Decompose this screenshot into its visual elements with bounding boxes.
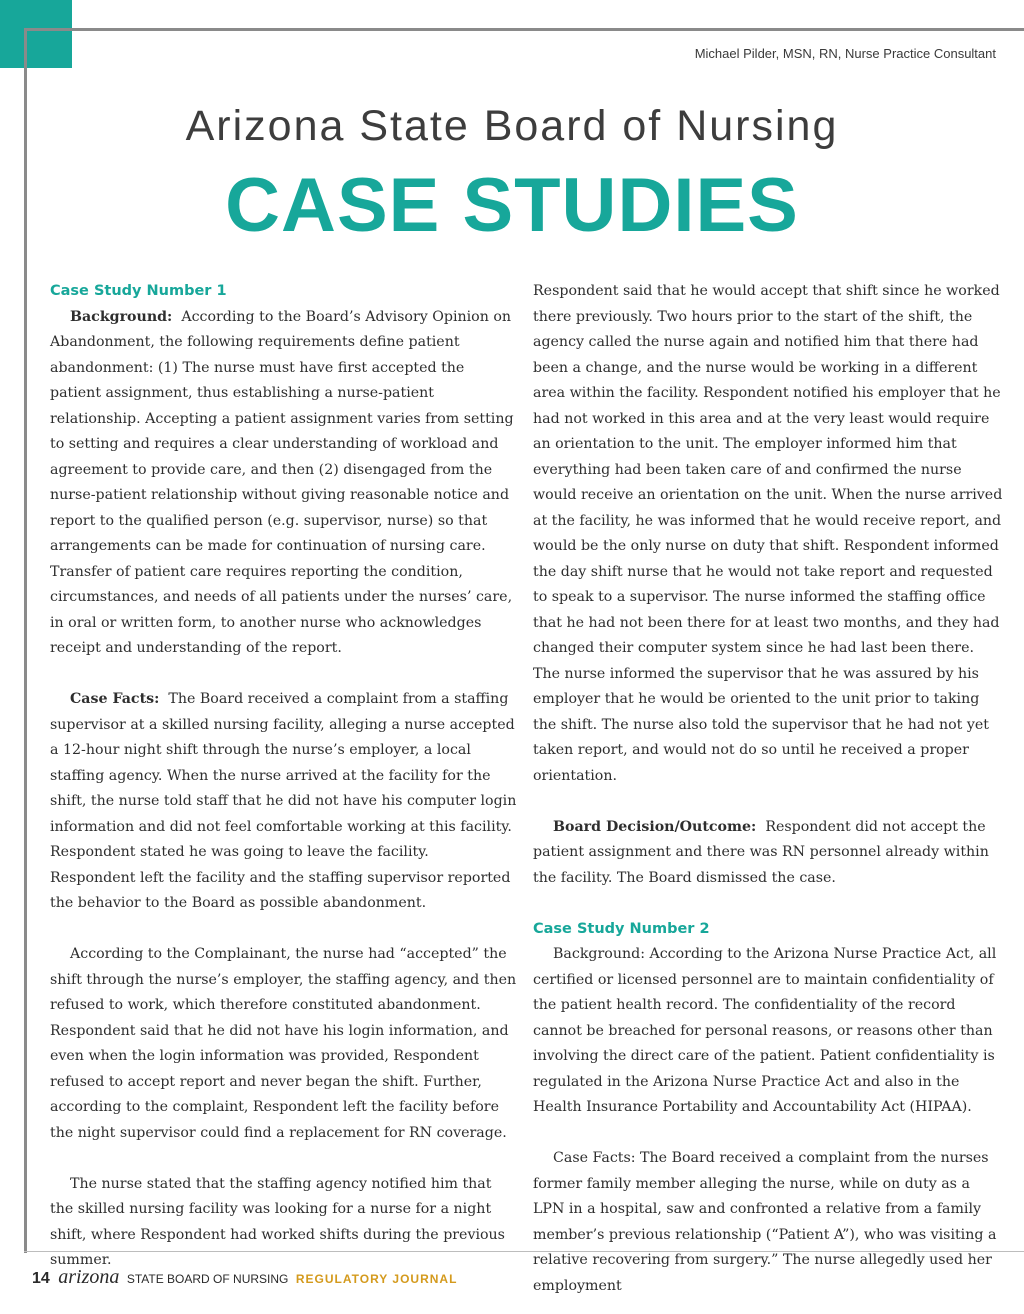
case1-continued-paragraph: Respondent said that he would accept that shift since he worked there previously. Two hours prior to the start of the shift, the agency called the nurse again and notified him that there had been a change, and the nurse would be working in a different area within the facility. Respondent notified his employer that he had not worked in this area and at the very least would require an orientation to the unit. The employer informed him that everything had been taken care of and confirmed the nurse would receive an orientation on the unit. When the nurse arrived at the facility, he was informed that he would receive report, and would be the only nurse on duty that shift. Respondent informed the day shift nurse that he would not take report and requested to speak to a supervisor. The nurse informed the staffing office that he had not been there for at least two months, and they had changed their computer system since he had last been there. The nurse informed the supervisor that he was assured by his employer that he would be oriented to the unit prior to taking the shift. The nurse also told the supervisor that he had not yet taken report, and would not do so until he received a proper orientation. [533, 283, 1003, 784]
top-rule [24, 28, 1024, 31]
case1-facts-paragraph [50, 687, 518, 917]
footer-journal-name: REGULATORY JOURNAL [295, 1272, 458, 1286]
case1-facts-text: The Board received a complaint from a staffing supervisor at a skilled nursing facility, alleging a nurse accepted a 12-hour night shift through the nurse’s employer, a local staffing agency. When the nurse arrived at the facility for the shift, the nurse told staff that he did not have his computer login information and did not feel comfortable working at this facility. Respondent stated he was going to leave the facility. Respondent left the facility and the staffing supervisor reported the behavior to the Board as possible abandonment. [50, 691, 517, 911]
author-byline: Michael Pilder, MSN, RN, Nurse Practice Consultant [694, 46, 996, 61]
footer-publisher: STATE BOARD OF NURSING [126, 1272, 289, 1286]
case1-decision-paragraph [533, 815, 1003, 892]
case1-facts-label: Case Facts: [70, 691, 160, 707]
page-number: 14 [32, 1270, 50, 1287]
case1-background-paragraph [50, 305, 518, 662]
page-footer [32, 1266, 457, 1289]
case1-complainant-paragraph: According to the Complainant, the nurse had “accepted” the shift through the nurse’s employer, the staffing agency, and then refused to work, which therefore constituted abandonment. Respondent said that he did not have his login information, and even when the login information was provided, Respondent refused to accept report and never began the shift. Further, according to the complaint, Respondent left the facility before the night supervisor could find a replacement for RN coverage. [50, 946, 517, 1141]
page-title: Arizona State Board of Nursing [185, 102, 839, 150]
case1-decision-label: Board Decision/Outcome: [553, 818, 757, 835]
case-study-1-heading: Case Study Number 1 [50, 283, 227, 299]
case-study-2-heading: Case Study Number 2 [533, 920, 710, 937]
section-headline: CASE STUDIES [225, 163, 799, 248]
case1-nurse-paragraph: The nurse stated that the staffing agency notified him that the skilled nursing facility was looking for a nurse for a night shift, where Respondent had worked shifts during the previous summer. [50, 1175, 505, 1268]
case2-facts-paragraph: Case Facts: The Board received a complaint from the nurses former family member alleging the nurse, while on duty as a LPN in a hospital, saw and confronted a relative from a family member’s previous relationship (“Patient A”), who was visiting a relative recovering from surgery.” The nurse allegedly used her employment [533, 1150, 997, 1294]
case1-background-text: According to the Board’s Advisory Opinion on Abandonment, the following requirements define patient abandonment: (1) The nurse must have first accepted the patient assignment, thus establishing a nurse-patient relationship. Accepting a patient assignment varies from setting to setting and requires a clear understanding of workload and agreement to provide care, and then (2) disengaged from the nurse-patient relationship without giving reasonable notice and report to the qualified person (e.g. supervisor, nurse) so that arrangements can be made for continuation of nursing care. Transfer of patient care requires reporting the condition, circumstances, and needs of all patients under the nurses’ care, in oral or written form, to another nurse who acknowledges receipt and understanding of the report. [50, 308, 514, 656]
case2-background-paragraph: Background: According to the Arizona Nurse Practice Act, all certified or licensed personnel are to maintain confidentiality of the patient health record. The confidentiality of the record cannot be breached for personal reasons, or reasons other than involving the direct care of the patient. Patient confidentiality is regulated in the Arizona Nurse Practice Act and also in the Health Insurance Portability and Accountability Act (HIPAA). [533, 946, 997, 1115]
case1-background-label: Background: [70, 308, 173, 325]
right-column [533, 279, 1003, 1299]
case1-decision-text: Respondent did not accept the patient assignment and there was RN personnel already within the facility. The Board dismissed the case. [533, 818, 989, 886]
left-column [50, 279, 518, 1274]
corner-accent-block [0, 0, 72, 68]
footer-brand: arizona [58, 1266, 120, 1288]
